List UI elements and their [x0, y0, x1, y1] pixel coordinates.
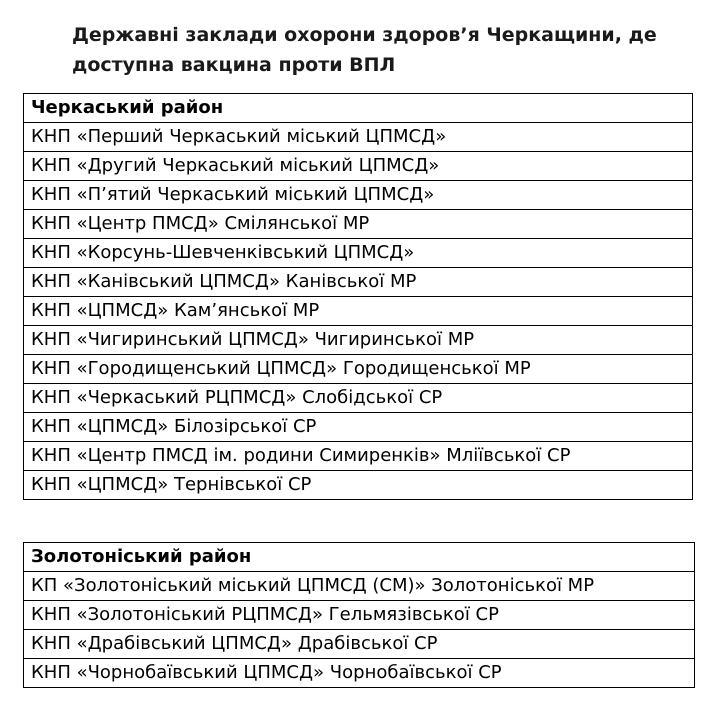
table-row — [24, 152, 693, 181]
table-row — [24, 442, 693, 471]
table-row — [24, 123, 693, 152]
facility-cell: КНП «Городищенський ЦПМСД» Городищенської МР — [24, 355, 693, 384]
zolotonosha-district-table — [23, 542, 695, 688]
table-row — [24, 326, 693, 355]
facility-cell: КНП «ЦПМСД» Тернівської СР — [24, 471, 693, 500]
table-row — [24, 630, 695, 659]
table-row — [24, 601, 695, 630]
facility-cell: КНП «Чигиринський ЦПМСД» Чигиринської МР — [24, 326, 693, 355]
facility-cell: КНП «Золотоніський РЦПМСД» Гельмязівської СР — [24, 601, 695, 630]
title-line-1: Державні заклади охорони здоров’я Черкащини, де — [72, 24, 657, 46]
table-row — [24, 471, 693, 500]
facility-cell: КНП «ЦПМСД» Білозірської СР — [24, 413, 693, 442]
table-header-row — [24, 543, 695, 572]
facility-cell: КНП «Корсунь-Шевченківський ЦПМСД» — [24, 239, 693, 268]
facility-cell: КНП «Центр ПМСД» Смілянської МР — [24, 210, 693, 239]
facility-cell: КНП «Чорнобаївський ЦПМСД» Чорнобаївської СР — [24, 659, 695, 688]
table-row — [24, 210, 693, 239]
table-header-row — [24, 94, 693, 123]
facility-cell: КНП «ЦПМСД» Кам’янської МР — [24, 297, 693, 326]
facility-cell: КНП «Другий Черкаський міський ЦПМСД» — [24, 152, 693, 181]
table-row — [24, 384, 693, 413]
title-line-2: доступна вакцина проти ВПЛ — [72, 54, 396, 76]
cherkasy-district-table — [23, 93, 693, 500]
facility-cell: КНП «Центр ПМСД ім. родини Симиренків» Мліївської СР — [24, 442, 693, 471]
facility-cell: КНП «П’ятий Черкаський міський ЦПМСД» — [24, 181, 693, 210]
table-row — [24, 181, 693, 210]
facility-cell: КНП «Черкаський РЦПМСД» Слобідської СР — [24, 384, 693, 413]
district-name: Черкаський район — [24, 94, 693, 123]
facility-cell: КНП «Перший Черкаський міський ЦПМСД» — [24, 123, 693, 152]
table-row — [24, 268, 693, 297]
table-row — [24, 413, 693, 442]
table-row — [24, 659, 695, 688]
table-row — [24, 297, 693, 326]
table-row — [24, 239, 693, 268]
facility-cell: КП «Золотоніський міський ЦПМСД (СМ)» Золотоніської МР — [24, 572, 695, 601]
facility-cell: КНП «Драбівський ЦПМСД» Драбівської СР — [24, 630, 695, 659]
district-name: Золотоніський район — [24, 543, 695, 572]
table-row — [24, 355, 693, 384]
document-title — [72, 20, 692, 80]
facility-cell: КНП «Канівський ЦПМСД» Канівської МР — [24, 268, 693, 297]
table-row — [24, 572, 695, 601]
